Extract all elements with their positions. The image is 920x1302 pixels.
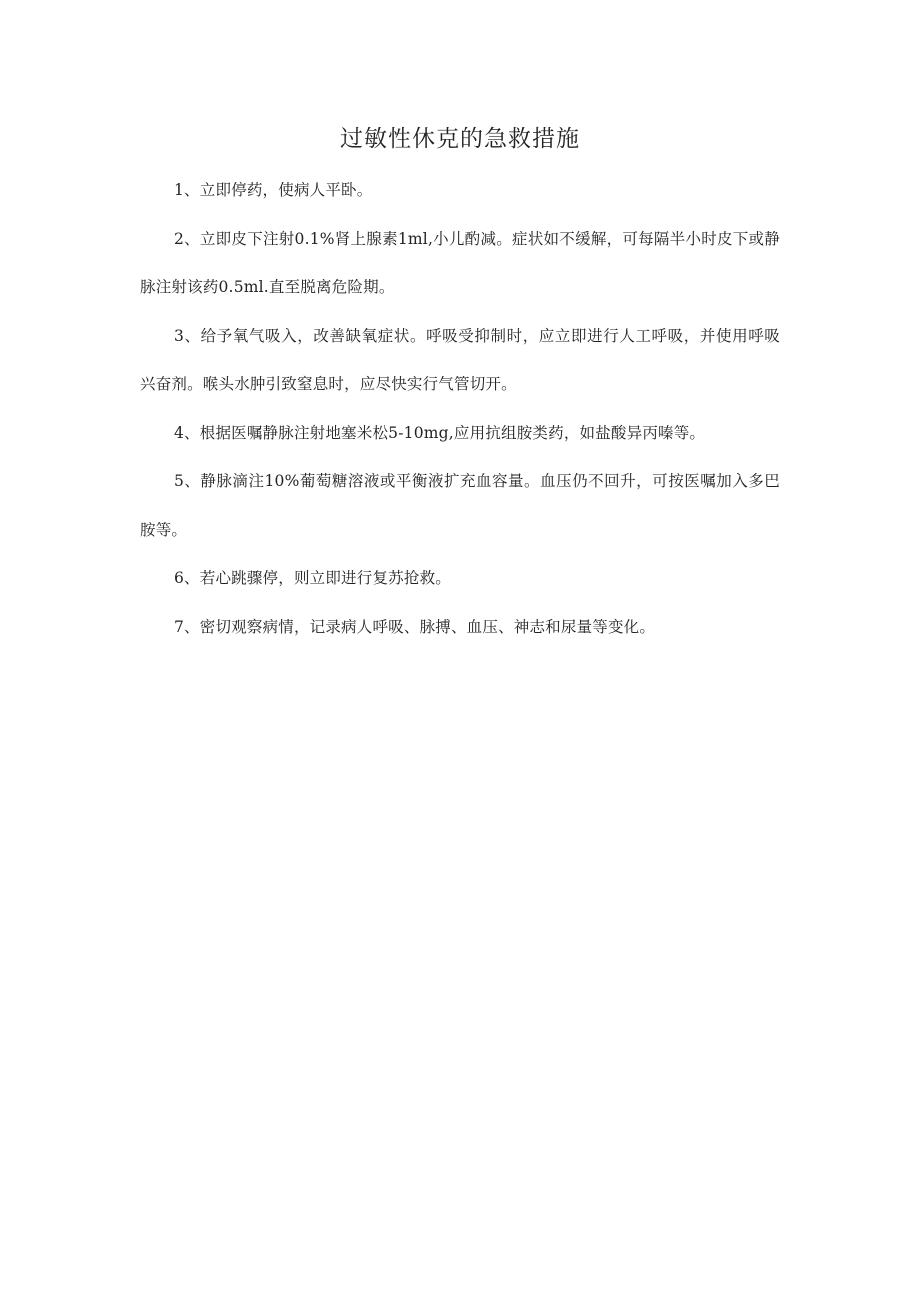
paragraph-1: 1、立即停药，使病人平卧。 <box>174 181 373 199</box>
paragraph-7: 7、密切观察病情，记录病人呼吸、脉搏、血压、神志和尿量等变化。 <box>174 617 656 636</box>
document-title: 过敏性休克的急救措施 <box>340 126 580 152</box>
paragraph-2: 2、立即皮下注射0.1%肾上腺素1ml,小儿酌减。症状如不缓解，可每隔半小时皮下或静脉注射该药0.5ml.直至脱离危险期。 <box>140 229 780 296</box>
document-body <box>140 166 780 651</box>
paragraph-3: 3、给予氧气吸入，改善缺氧症状。呼吸受抑制时，应立即进行人工呼吸，并使用呼吸兴奋剂。喉头水肿引致窒息时，应尽快实行气管切开。 <box>140 326 780 393</box>
paragraph-5: 5、静脉滴注10%葡萄糖溶液或平衡液扩充血容量。血压仍不回升，可按医嘱加入多巴胺等。 <box>140 472 780 539</box>
paragraph-4: 4、根据医嘱静脉注射地塞米松5-10mg,应用抗组胺类药，如盐酸异丙嗪等。 <box>174 423 706 442</box>
paragraph-6: 6、若心跳骤停，则立即进行复苏抢救。 <box>174 569 451 587</box>
